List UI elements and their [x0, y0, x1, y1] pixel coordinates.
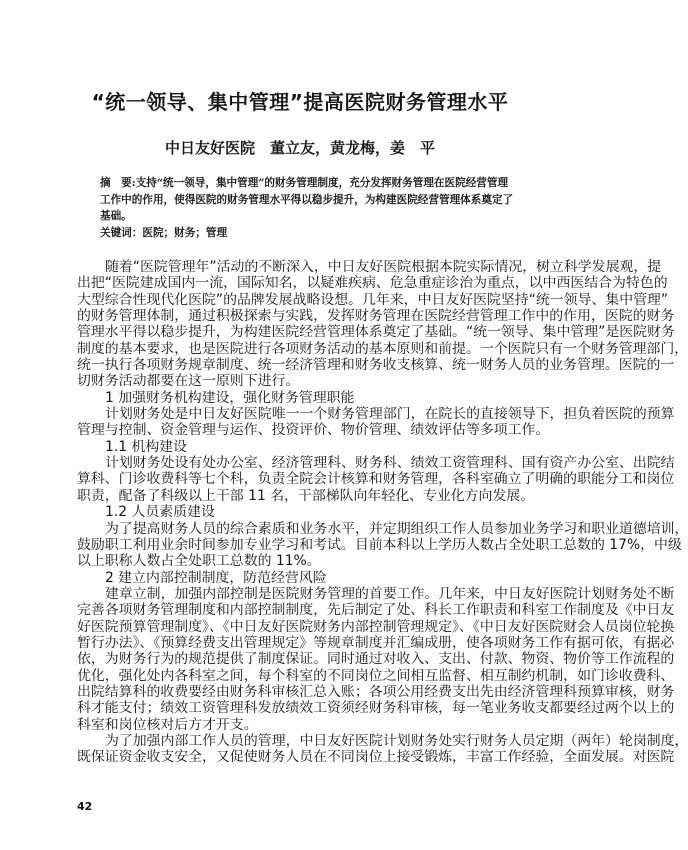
paragraph-line: 计划财务处是中日友好医院唯一一个财务管理部门，在院长的直接领导下，担负着医院的预算: [105, 406, 675, 423]
article-body: [77, 259, 688, 766]
paragraph-line: 出院结算科的收费要经由财务科审核汇总入账；各项公用经费支出先由经济管理科预算审核，财务: [77, 683, 675, 700]
paragraph-line: 好医院预算管理制度》、《中日友好医院财务内部控制管理规定》、《中日友好医院财会人员岗位轮换: [77, 618, 675, 635]
paragraph-line: 科室和岗位核对后方才开支。: [77, 716, 258, 733]
paragraph-line: 鼓励职工利用业余时间参加专业学习和考试。目前本科以上学历人数占全处职工总数的 17%，中级: [77, 536, 682, 553]
paragraph-line: 出把“医院建成国内一流，国际知名，以疑难疾病、危急重症诊治为重点，以中西医结合为特色的: [77, 275, 668, 292]
abstract-line: 基础。: [100, 210, 132, 223]
paragraph: [77, 585, 675, 733]
paragraph: [77, 259, 688, 390]
paragraph-line: 管理水平得以稳步提升，为构建医院经营管理体系奠定了基础。“统一领导、集中管理”是医院财务: [77, 324, 675, 341]
paragraph-line: 以上职称人数占全处职工总数的 11%。: [77, 553, 321, 570]
paragraph: [77, 406, 675, 439]
paragraph: [77, 455, 675, 504]
paragraph-line: 统一执行各项财务规章制度、统一经济管理和财务收支核算、统一财务人员的业务管理。医院的一: [77, 357, 675, 374]
article-authors: 中日友好医院 董立友，黄龙梅，姜 平: [164, 139, 435, 157]
paragraph-line: 切财务活动都要在这一原则下进行。: [77, 373, 300, 390]
paragraph-line: 随着“医院管理年”活动的不断深入，中日友好医院根据本院实际情况，树立科学发展观，提: [105, 259, 662, 275]
section-heading: 1.2 人员素质建设: [105, 504, 215, 521]
paragraph: [77, 520, 688, 570]
article-title: “统一领导、集中管理”提高医院财务管理水平: [91, 90, 509, 114]
section-heading: 1.1 机构建设: [105, 438, 188, 455]
abstract-line: 摘 要:支持“统一领导，集中管理”的财务管理制度，充分发挥财务管理在医院经营管理: [100, 177, 509, 189]
paragraph-line: 计划财务处设有处办公室、经济管理科、财务科、绩效工资管理科、国有资产办公室、出院结: [105, 455, 675, 472]
paragraph-line: 职责，配备了科级以上干部 11 名，干部梯队向年轻化、专业化方向发展。: [77, 487, 535, 504]
section-heading: 1 加强财务机构建设，强化财务管理职能: [105, 389, 355, 406]
paragraph-line: 算科、门诊收费科等七个科，负责全院会计核算和财务管理，各科室确立了明确的职能分工和岗位: [77, 471, 675, 488]
section-heading: 2 建立内部控制制度，防范经营风险: [105, 569, 327, 586]
paragraph: [77, 732, 688, 766]
paragraph-line: 为了提高财务人员的综合素质和业务水平，并定期组织工作人员参加业务学习和职业道德培训，: [105, 520, 688, 537]
page-number: 42: [77, 800, 93, 813]
keywords: 关键词：医院；财务；管理: [100, 227, 228, 240]
paragraph-line: 完善各项财务管理制度和内部控制制度，先后制定了处、科长工作职责和科室工作制度及《中日友: [77, 602, 675, 619]
abstract-line: 工作中的作用，使得医院的财务管理水平得以稳步提升，为构建医院经营管理体系奠定了: [100, 193, 514, 206]
paragraph-line: 大型综合性现代化医院”的品牌发展战略设想。几年来，中日友好医院坚持“统一领导、集中管理”: [77, 291, 669, 308]
paragraph-line: 优化，强化处内各科室之间，每个科室的不同岗位之间相互监督、相互制约机制，如门诊收费科、: [77, 667, 675, 684]
abstract: [100, 175, 514, 242]
paragraph-line: 既保证资金收支安全，又促使财务人员在不同岗位上接受锻炼，丰富工作经验，全面发展。对医院: [77, 749, 675, 766]
paragraph-line: 依，为财务行为的规范提供了制度保证。同时通过对收入、支出、付款、物资、物价等工作流程的: [77, 651, 675, 668]
paragraph-line: 为了加强内部工作人员的管理，中日友好医院计划财务处实行财务人员定期（两年）轮岗制度，: [105, 732, 688, 749]
paragraph-line: 的财务管理体制，通过积极探索与实践，发挥财务管理在医院经营管理工作中的作用，医院的财务: [77, 308, 675, 325]
paragraph-line: 建章立制，加强内部控制是医院财务管理的首要工作。几年来，中日友好医院计划财务处不断: [105, 585, 675, 602]
paragraph-line: 科才能支付；绩效工资管理科发放绩效工资须经财务科审核，每一笔业务收支都要经过两个以上的: [77, 700, 675, 717]
paragraph-line: 制度的基本要求，也是医院进行各项财务活动的基本原则和前提。一个医院只有一个财务管理部门，: [77, 340, 688, 357]
paragraph-line: 管理与控制、资金管理与运作、投资评价、物价管理、绩效评估等多项工作。: [77, 422, 550, 439]
paragraph-line: 暂行办法》、《预算经费支出管理规定》等规章制度并汇编成册，使各项财务工作有据可依，有据必: [77, 634, 675, 651]
